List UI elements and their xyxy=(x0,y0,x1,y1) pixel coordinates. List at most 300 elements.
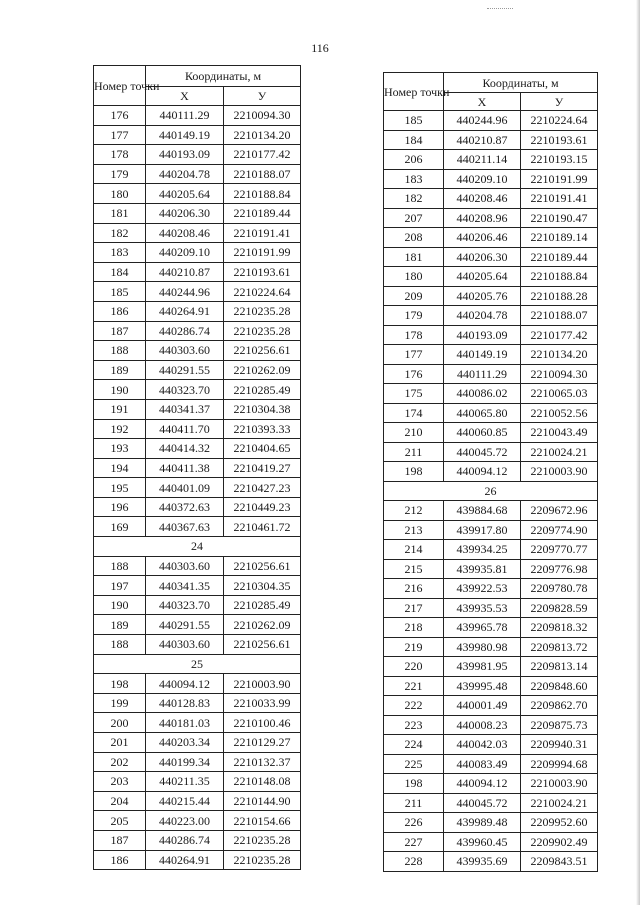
table-row xyxy=(94,478,301,498)
table-row xyxy=(384,832,598,852)
point-number-cell: 190 xyxy=(94,380,146,400)
point-number-cell: 186 xyxy=(94,850,146,870)
y-coordinate-cell: 2209848.60 xyxy=(521,676,598,696)
y-coordinate-cell: 2210235.28 xyxy=(224,830,301,850)
y-coordinate-cell: 2210304.35 xyxy=(224,576,301,596)
y-coordinate-cell: 2210024.21 xyxy=(521,793,598,813)
y-coordinate-cell: 2210191.99 xyxy=(521,169,598,189)
point-number-cell: 188 xyxy=(94,635,146,655)
point-number-cell: 190 xyxy=(94,595,146,615)
point-number-cell: 189 xyxy=(94,615,146,635)
point-number-cell: 212 xyxy=(384,501,444,521)
table-row xyxy=(384,286,598,306)
y-coordinate-cell: 2209940.31 xyxy=(521,735,598,755)
table-row xyxy=(94,517,301,537)
point-number-cell: 189 xyxy=(94,360,146,380)
x-coordinate-cell: 440111.29 xyxy=(444,364,521,384)
x-coordinate-cell: 440086.02 xyxy=(444,384,521,404)
point-number-cell: 178 xyxy=(384,325,444,345)
table-row xyxy=(384,169,598,189)
x-coordinate-cell: 439917.80 xyxy=(444,520,521,540)
y-coordinate-cell: 2210256.61 xyxy=(224,556,301,576)
y-coordinate-cell: 2210235.28 xyxy=(224,850,301,870)
point-number-cell: 216 xyxy=(384,579,444,599)
y-coordinate-cell: 2210449.23 xyxy=(224,497,301,517)
y-coordinate-cell: 2210134.20 xyxy=(521,345,598,365)
x-coordinate-cell: 440209.10 xyxy=(444,169,521,189)
point-number-cell: 207 xyxy=(384,208,444,228)
point-number-cell: 213 xyxy=(384,520,444,540)
point-number-cell: 188 xyxy=(94,556,146,576)
point-number-cell: 186 xyxy=(94,301,146,321)
table-row xyxy=(94,772,301,792)
table-row xyxy=(94,341,301,361)
y-coordinate-cell: 2209862.70 xyxy=(521,696,598,716)
table-row xyxy=(384,111,598,131)
x-coordinate-cell: 440209.10 xyxy=(146,243,224,263)
y-coordinate-cell: 2210404.65 xyxy=(224,439,301,459)
x-coordinate-cell: 439884.68 xyxy=(444,501,521,521)
x-coordinate-cell: 440205.76 xyxy=(444,286,521,306)
point-number-cell: 187 xyxy=(94,321,146,341)
x-coordinate-cell: 440323.70 xyxy=(146,380,224,400)
y-coordinate-cell: 2209994.68 xyxy=(521,754,598,774)
point-number-cell: 204 xyxy=(94,791,146,811)
table-row xyxy=(94,243,301,263)
x-coordinate-cell: 439935.53 xyxy=(444,598,521,618)
point-number-cell: 224 xyxy=(384,735,444,755)
x-coordinate-cell: 440211.14 xyxy=(444,150,521,170)
x-coordinate-cell: 440367.63 xyxy=(146,517,224,537)
table-row xyxy=(384,208,598,228)
x-coordinate-cell: 440208.46 xyxy=(146,223,224,243)
y-coordinate-cell: 2210154.66 xyxy=(224,811,301,831)
x-coordinate-cell: 440149.19 xyxy=(444,345,521,365)
table-row xyxy=(94,164,301,184)
table-row xyxy=(384,715,598,735)
y-coordinate-cell: 2209952.60 xyxy=(521,813,598,833)
x-coordinate-cell: 439989.48 xyxy=(444,813,521,833)
x-coordinate-cell: 439935.81 xyxy=(444,559,521,579)
x-coordinate-cell: 440001.49 xyxy=(444,696,521,716)
x-coordinate-cell: 440042.03 xyxy=(444,735,521,755)
x-coordinate-cell: 440411.38 xyxy=(146,458,224,478)
y-coordinate-cell: 2209770.77 xyxy=(521,540,598,560)
y-coordinate-cell: 2210065.03 xyxy=(521,384,598,404)
x-coordinate-cell: 440206.30 xyxy=(146,203,224,223)
point-number-cell: 201 xyxy=(94,733,146,753)
point-number-cell: 176 xyxy=(384,364,444,384)
point-number-header: Номер точки xyxy=(94,66,146,106)
x-coordinate-cell: 440128.83 xyxy=(146,693,224,713)
table-row xyxy=(94,184,301,204)
point-number-cell: 228 xyxy=(384,852,444,872)
x-coordinate-cell: 440204.78 xyxy=(146,164,224,184)
table-row xyxy=(384,754,598,774)
table-row xyxy=(384,676,598,696)
x-coordinate-cell: 440193.09 xyxy=(146,145,224,165)
point-number-cell: 223 xyxy=(384,715,444,735)
point-number-cell: 195 xyxy=(94,478,146,498)
table-row xyxy=(94,693,301,713)
y-coordinate-cell: 2209843.51 xyxy=(521,852,598,872)
point-number-cell: 185 xyxy=(94,282,146,302)
y-coordinate-cell: 2210235.28 xyxy=(224,321,301,341)
x-column-header: X xyxy=(444,93,521,111)
y-coordinate-cell: 2210024.21 xyxy=(521,442,598,462)
point-number-cell: 181 xyxy=(94,203,146,223)
y-coordinate-cell: 2210188.84 xyxy=(521,267,598,287)
x-coordinate-cell: 440341.37 xyxy=(146,399,224,419)
table-row xyxy=(94,203,301,223)
section-row xyxy=(94,654,301,674)
x-coordinate-cell: 440083.49 xyxy=(444,754,521,774)
table-body-right xyxy=(384,111,598,872)
table-row xyxy=(384,462,598,482)
y-coordinate-cell: 2210262.09 xyxy=(224,360,301,380)
point-number-cell: 200 xyxy=(94,713,146,733)
table-row xyxy=(384,520,598,540)
y-coordinate-cell: 2210134.20 xyxy=(224,125,301,145)
table-row xyxy=(384,442,598,462)
point-number-cell: 182 xyxy=(384,189,444,209)
x-coordinate-cell: 440206.30 xyxy=(444,247,521,267)
point-number-cell: 211 xyxy=(384,793,444,813)
table-row xyxy=(94,615,301,635)
x-coordinate-cell: 440008.23 xyxy=(444,715,521,735)
x-coordinate-cell: 440199.34 xyxy=(146,752,224,772)
point-number-cell: 222 xyxy=(384,696,444,716)
y-coordinate-cell: 2210393.33 xyxy=(224,419,301,439)
point-number-cell: 188 xyxy=(94,341,146,361)
scan-artifact xyxy=(487,8,513,11)
coordinates-header: Координаты, м xyxy=(146,66,301,87)
table-row xyxy=(94,301,301,321)
table-row xyxy=(384,793,598,813)
x-coordinate-cell: 439981.95 xyxy=(444,657,521,677)
table-row xyxy=(384,657,598,677)
table-row xyxy=(94,360,301,380)
table-row xyxy=(384,228,598,248)
x-coordinate-cell: 440210.87 xyxy=(146,262,224,282)
y-column-header: У xyxy=(521,93,598,111)
coordinates-header: Координаты, м xyxy=(444,73,598,93)
y-coordinate-cell: 2210191.41 xyxy=(521,189,598,209)
x-coordinate-cell: 440372.63 xyxy=(146,497,224,517)
x-coordinate-cell: 439922.53 xyxy=(444,579,521,599)
y-coordinate-cell: 2209672.96 xyxy=(521,501,598,521)
x-coordinate-cell: 440211.35 xyxy=(146,772,224,792)
point-number-cell: 225 xyxy=(384,754,444,774)
point-number-cell: 199 xyxy=(94,693,146,713)
point-number-cell: 180 xyxy=(94,184,146,204)
y-coordinate-cell: 2210177.42 xyxy=(224,145,301,165)
x-coordinate-cell: 440045.72 xyxy=(444,793,521,813)
y-coordinate-cell: 2210235.28 xyxy=(224,301,301,321)
x-coordinate-cell: 440193.09 xyxy=(444,325,521,345)
point-number-cell: 210 xyxy=(384,423,444,443)
y-coordinate-cell: 2210461.72 xyxy=(224,517,301,537)
x-coordinate-cell: 440208.96 xyxy=(444,208,521,228)
x-coordinate-cell: 440181.03 xyxy=(146,713,224,733)
table-row xyxy=(384,559,598,579)
point-number-cell: 183 xyxy=(94,243,146,263)
x-coordinate-cell: 439934.25 xyxy=(444,540,521,560)
x-coordinate-cell: 440208.46 xyxy=(444,189,521,209)
coordinates-table-left xyxy=(93,65,301,870)
table-row xyxy=(94,556,301,576)
x-coordinate-cell: 440264.91 xyxy=(146,850,224,870)
y-coordinate-cell: 2209776.98 xyxy=(521,559,598,579)
point-number-cell: 191 xyxy=(94,399,146,419)
table-row xyxy=(94,674,301,694)
y-coordinate-cell: 2210193.61 xyxy=(521,130,598,150)
point-number-cell: 198 xyxy=(384,774,444,794)
table-row xyxy=(94,106,301,126)
y-coordinate-cell: 2210052.56 xyxy=(521,403,598,423)
x-coordinate-cell: 440411.70 xyxy=(146,419,224,439)
table-row xyxy=(94,497,301,517)
y-coordinate-cell: 2210188.28 xyxy=(521,286,598,306)
y-coordinate-cell: 2210132.37 xyxy=(224,752,301,772)
point-number-cell: 176 xyxy=(94,106,146,126)
point-number-cell: 178 xyxy=(94,145,146,165)
table-row xyxy=(94,752,301,772)
table-row xyxy=(384,423,598,443)
y-coordinate-cell: 2210427.23 xyxy=(224,478,301,498)
table-row xyxy=(94,399,301,419)
y-coordinate-cell: 2210144.90 xyxy=(224,791,301,811)
section-row xyxy=(384,481,598,501)
x-coordinate-cell: 440210.87 xyxy=(444,130,521,150)
x-column-header: X xyxy=(146,87,224,106)
x-coordinate-cell: 440111.29 xyxy=(146,106,224,126)
x-coordinate-cell: 439995.48 xyxy=(444,676,521,696)
point-number-cell: 197 xyxy=(94,576,146,596)
point-number-cell: 209 xyxy=(384,286,444,306)
table-row xyxy=(384,774,598,794)
table-row xyxy=(384,735,598,755)
table-row xyxy=(94,380,301,400)
coordinates-table-right xyxy=(383,72,598,872)
table-row xyxy=(94,419,301,439)
table-row xyxy=(94,791,301,811)
table-row xyxy=(94,458,301,478)
y-coordinate-cell: 2209875.73 xyxy=(521,715,598,735)
x-coordinate-cell: 440203.34 xyxy=(146,733,224,753)
point-number-cell: 198 xyxy=(94,674,146,694)
point-number-cell: 196 xyxy=(94,497,146,517)
x-coordinate-cell: 440094.12 xyxy=(444,462,521,482)
table-row xyxy=(94,145,301,165)
x-coordinate-cell: 440244.96 xyxy=(146,282,224,302)
point-number-cell: 177 xyxy=(94,125,146,145)
point-number-cell: 226 xyxy=(384,813,444,833)
x-coordinate-cell: 440414.32 xyxy=(146,439,224,459)
table-row xyxy=(94,713,301,733)
table-row xyxy=(384,306,598,326)
table-row xyxy=(384,130,598,150)
x-coordinate-cell: 440205.64 xyxy=(146,184,224,204)
point-number-cell: 215 xyxy=(384,559,444,579)
x-coordinate-cell: 440303.60 xyxy=(146,341,224,361)
x-coordinate-cell: 440205.64 xyxy=(444,267,521,287)
x-coordinate-cell: 439980.98 xyxy=(444,637,521,657)
table-row xyxy=(384,852,598,872)
table-row xyxy=(384,364,598,384)
table-row xyxy=(94,439,301,459)
table-row xyxy=(94,282,301,302)
table-row xyxy=(94,830,301,850)
y-coordinate-cell: 2210188.07 xyxy=(224,164,301,184)
point-number-cell: 211 xyxy=(384,442,444,462)
point-number-cell: 181 xyxy=(384,247,444,267)
y-coordinate-cell: 2210189.14 xyxy=(521,228,598,248)
y-coordinate-cell: 2210033.99 xyxy=(224,693,301,713)
y-coordinate-cell: 2210188.84 xyxy=(224,184,301,204)
table-row xyxy=(94,811,301,831)
table-row xyxy=(94,262,301,282)
point-number-cell: 227 xyxy=(384,832,444,852)
table-row xyxy=(384,267,598,287)
y-coordinate-cell: 2210189.44 xyxy=(224,203,301,223)
x-coordinate-cell: 440264.91 xyxy=(146,301,224,321)
point-number-cell: 220 xyxy=(384,657,444,677)
table-row xyxy=(94,321,301,341)
x-coordinate-cell: 440401.09 xyxy=(146,478,224,498)
x-coordinate-cell: 439935.69 xyxy=(444,852,521,872)
point-number-cell: 219 xyxy=(384,637,444,657)
x-coordinate-cell: 440060.85 xyxy=(444,423,521,443)
point-number-cell: 175 xyxy=(384,384,444,404)
point-number-cell: 203 xyxy=(94,772,146,792)
y-coordinate-cell: 2210129.27 xyxy=(224,733,301,753)
x-coordinate-cell: 440045.72 xyxy=(444,442,521,462)
y-coordinate-cell: 2209902.49 xyxy=(521,832,598,852)
y-coordinate-cell: 2210285.49 xyxy=(224,595,301,615)
y-coordinate-cell: 2210094.30 xyxy=(224,106,301,126)
table-row xyxy=(384,598,598,618)
point-number-cell: 179 xyxy=(384,306,444,326)
table-row xyxy=(94,850,301,870)
x-coordinate-cell: 440323.70 xyxy=(146,595,224,615)
point-number-cell: 184 xyxy=(384,130,444,150)
point-number-cell: 214 xyxy=(384,540,444,560)
point-number-cell: 174 xyxy=(384,403,444,423)
y-coordinate-cell: 2210094.30 xyxy=(521,364,598,384)
point-number-cell: 205 xyxy=(94,811,146,831)
table-row xyxy=(384,579,598,599)
x-coordinate-cell: 440341.35 xyxy=(146,576,224,596)
page-edge-shadow xyxy=(636,0,640,905)
point-number-cell: 180 xyxy=(384,267,444,287)
table-row xyxy=(94,125,301,145)
x-coordinate-cell: 439965.78 xyxy=(444,618,521,638)
y-coordinate-cell: 2210043.49 xyxy=(521,423,598,443)
point-number-cell: 193 xyxy=(94,439,146,459)
table-body-left xyxy=(94,106,301,870)
point-number-cell: 177 xyxy=(384,345,444,365)
section-row xyxy=(94,537,301,557)
table-row xyxy=(384,403,598,423)
point-number-cell: 208 xyxy=(384,228,444,248)
table-row xyxy=(384,189,598,209)
y-coordinate-cell: 2210224.64 xyxy=(224,282,301,302)
point-number-cell: 187 xyxy=(94,830,146,850)
y-coordinate-cell: 2210190.47 xyxy=(521,208,598,228)
table-row xyxy=(94,733,301,753)
y-coordinate-cell: 2209813.14 xyxy=(521,657,598,677)
point-number-cell: 183 xyxy=(384,169,444,189)
y-coordinate-cell: 2209780.78 xyxy=(521,579,598,599)
y-coordinate-cell: 2210191.41 xyxy=(224,223,301,243)
x-coordinate-cell: 440223.00 xyxy=(146,811,224,831)
point-number-cell: 182 xyxy=(94,223,146,243)
y-coordinate-cell: 2210262.09 xyxy=(224,615,301,635)
point-number-cell: 218 xyxy=(384,618,444,638)
point-number-header: Номер точки xyxy=(384,73,444,111)
x-coordinate-cell: 440303.60 xyxy=(146,635,224,655)
y-coordinate-cell: 2210224.64 xyxy=(521,111,598,131)
x-coordinate-cell: 440291.55 xyxy=(146,360,224,380)
point-number-cell: 169 xyxy=(94,517,146,537)
table-row xyxy=(384,325,598,345)
y-coordinate-cell: 2210003.90 xyxy=(224,674,301,694)
y-coordinate-cell: 2210189.44 xyxy=(521,247,598,267)
y-coordinate-cell: 2209774.90 xyxy=(521,520,598,540)
x-coordinate-cell: 439960.45 xyxy=(444,832,521,852)
y-coordinate-cell: 2210419.27 xyxy=(224,458,301,478)
table-row xyxy=(384,501,598,521)
x-coordinate-cell: 440094.12 xyxy=(146,674,224,694)
table-row xyxy=(384,618,598,638)
table-row xyxy=(94,595,301,615)
section-label: 26 xyxy=(384,481,598,501)
table-row xyxy=(94,223,301,243)
section-label: 24 xyxy=(94,537,301,557)
table-row xyxy=(94,635,301,655)
y-coordinate-cell: 2210100.46 xyxy=(224,713,301,733)
table-row xyxy=(384,696,598,716)
x-coordinate-cell: 440303.60 xyxy=(146,556,224,576)
table-row xyxy=(384,813,598,833)
point-number-cell: 179 xyxy=(94,164,146,184)
section-label: 25 xyxy=(94,654,301,674)
point-number-cell: 185 xyxy=(384,111,444,131)
y-coordinate-cell: 2209818.32 xyxy=(521,618,598,638)
point-number-cell: 221 xyxy=(384,676,444,696)
table-row xyxy=(384,384,598,404)
point-number-cell: 184 xyxy=(94,262,146,282)
x-coordinate-cell: 440286.74 xyxy=(146,830,224,850)
x-coordinate-cell: 440244.96 xyxy=(444,111,521,131)
table-row xyxy=(384,345,598,365)
y-coordinate-cell: 2210256.61 xyxy=(224,635,301,655)
y-coordinate-cell: 2210003.90 xyxy=(521,774,598,794)
y-column-header: У xyxy=(224,87,301,106)
point-number-cell: 192 xyxy=(94,419,146,439)
y-coordinate-cell: 2209813.72 xyxy=(521,637,598,657)
x-coordinate-cell: 440149.19 xyxy=(146,125,224,145)
x-coordinate-cell: 440286.74 xyxy=(146,321,224,341)
x-coordinate-cell: 440291.55 xyxy=(146,615,224,635)
y-coordinate-cell: 2210177.42 xyxy=(521,325,598,345)
x-coordinate-cell: 440094.12 xyxy=(444,774,521,794)
point-number-cell: 217 xyxy=(384,598,444,618)
y-coordinate-cell: 2210191.99 xyxy=(224,243,301,263)
y-coordinate-cell: 2210148.08 xyxy=(224,772,301,792)
y-coordinate-cell: 2209828.59 xyxy=(521,598,598,618)
